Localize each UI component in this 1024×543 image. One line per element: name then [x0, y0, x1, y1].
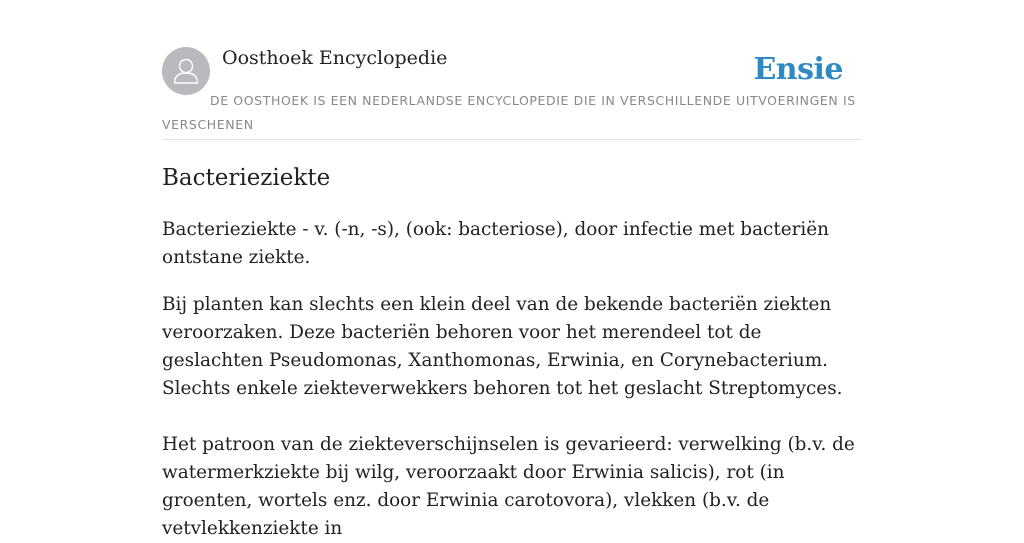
source-name[interactable]: Oosthoek Encyclopedie	[222, 47, 448, 69]
article-paragraph: Het patroon van de ziekteverschijnselen is gevarieerd: verwelking (b.v. de watermerkziekte bij wilg, veroorzaakt door Erwinia salicis), rot (in groenten, wortels enz. door Erwinia carotovora), vlekken (b.v. de vetvlekkenziekte in	[162, 434, 855, 539]
avatar[interactable]	[162, 47, 210, 95]
definition-paragraph: Bacterieziekte - v. (-n, -s), (ook: bacteriose), door infectie met bacteriën ontstane ziekte.	[162, 219, 830, 268]
user-icon	[162, 47, 210, 95]
page-container	[162, 0, 862, 539]
article-body	[162, 216, 862, 543]
article-paragraph: Bij planten kan slechts een klein deel van de bekende bacteriën ziekten veroorzaken. Deze bacteriën behoren voor het merendeel tot de geslachten Pseudomonas, Xanthomonas, Erwinia, en Corynebacterium. Slechts enkele ziekteverwekkers behoren tot het geslacht Streptomyces.	[162, 294, 843, 399]
source-description: DE OOSTHOEK IS EEN NEDERLANDSE ENCYCLOPEDIE DIE IN VERSCHILLENDE UITVOERINGEN IS VERSCHENEN	[162, 93, 856, 132]
page-title: Bacterieziekte	[162, 165, 331, 191]
source-header	[162, 0, 862, 140]
brand-logo[interactable]: Ensie	[753, 52, 843, 87]
